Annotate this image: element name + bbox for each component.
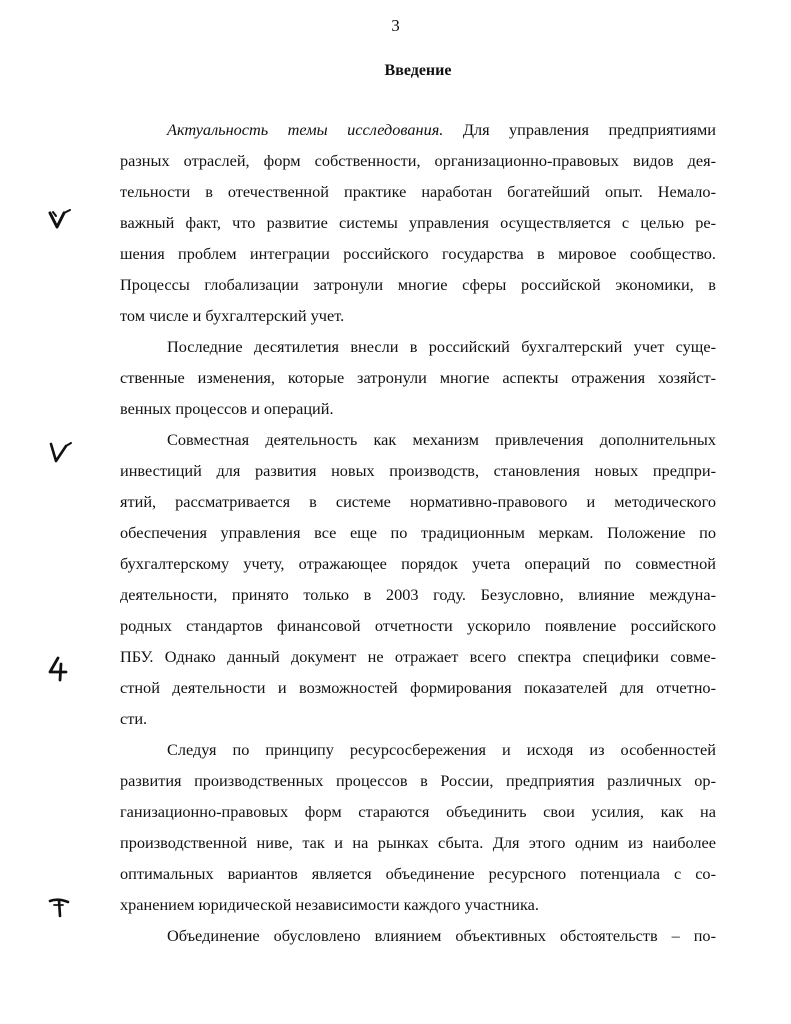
paragraph-3-line-5: бухгалтерскому учету, отражающее порядок учета операций по совместной — [120, 554, 716, 573]
paragraph-2-line-2: ственные изменения, которые затронули многие аспекты отражения хозяйст- — [120, 368, 716, 387]
paragraph-3-line-7: родных стандартов финансовой отчетности ускорило появление российского — [120, 616, 716, 635]
paragraph-4-line-1: Следуя по принципу ресурсосбережения и исходя из особенностей — [167, 740, 716, 759]
paragraph-3-line-6: деятельности, принято только в 2003 году. Безусловно, влияние междуна- — [120, 585, 716, 604]
paragraph-3-line-8: ПБУ. Однако данный документ не отражает всего спектра специфики совме- — [120, 647, 716, 666]
paragraph-4-line-3: ганизационно-правовых форм стараются объединить свои усилия, как на — [120, 802, 716, 821]
page-number: 3 — [391, 16, 400, 35]
paragraph-1-line-3: тельности в отечественной практике наработан богатейший опыт. Немало- — [120, 182, 716, 201]
paragraph-1-line-6: Процессы глобализации затронули многие сферы российской экономики, в — [120, 275, 716, 294]
handwritten-mark-icon — [44, 654, 74, 684]
paragraph-4-line-5: оптимальных вариантов является объединение ресурсного потенциала с со- — [120, 864, 716, 883]
paragraph-3-line-10: сти. — [120, 709, 148, 728]
paragraph-3-line-9: стной деятельности и возможностей формирования показателей для отчетно- — [120, 678, 716, 697]
section-heading: Введение — [384, 62, 452, 79]
paragraph-1-line-1-rest: Для управления предприятиями — [443, 120, 716, 139]
paragraph-1-line-1 — [167, 120, 716, 140]
handwritten-mark-icon — [44, 437, 74, 467]
paragraph-1-line-2: разных отраслей, форм собственности, организационно-правовых видов дея- — [120, 151, 716, 170]
paragraph-2-line-1: Последние десятилетия внесли в российский бухгалтерский учет суще- — [167, 337, 716, 356]
lead-italic-phrase: Актуальность темы исследования. — [167, 120, 444, 139]
paragraph-2-line-3: венных процессов и операций. — [120, 399, 334, 418]
paragraph-4-line-2: развития производственных процессов в России, предприятия различных ор- — [120, 771, 716, 790]
paragraph-3-line-3: ятий, рассматривается в системе нормативно-правового и методического — [120, 492, 716, 511]
paragraph-3-line-4: обеспечения управления все еще по традиционным меркам. Положение по — [120, 523, 716, 542]
paragraph-3-line-2: инвестиций для развития новых производств, становления новых предпри- — [120, 461, 716, 480]
handwritten-mark-icon — [44, 205, 74, 235]
paragraph-1-line-7: том числе и бухгалтерский учет. — [120, 306, 345, 325]
paragraph-4-line-6: хранением юридической независимости каждого участника. — [120, 895, 539, 914]
paragraph-1-line-4: важный факт, что развитие системы управления осуществляется с целью ре- — [120, 213, 716, 232]
paragraph-1-line-5: шения проблем интеграции российского государства в мировое сообщество. — [120, 244, 716, 263]
paragraph-3-line-1: Совместная деятельность как механизм привлечения дополнительных — [167, 430, 716, 449]
handwritten-mark-icon — [44, 892, 74, 922]
paragraph-4-line-4: производственной ниве, так и на рынках сбыта. Для этого одним из наиболее — [120, 833, 716, 852]
paragraph-5-line-1: Объединение обусловлено влиянием объективных обстоятельств – по- — [167, 926, 716, 945]
